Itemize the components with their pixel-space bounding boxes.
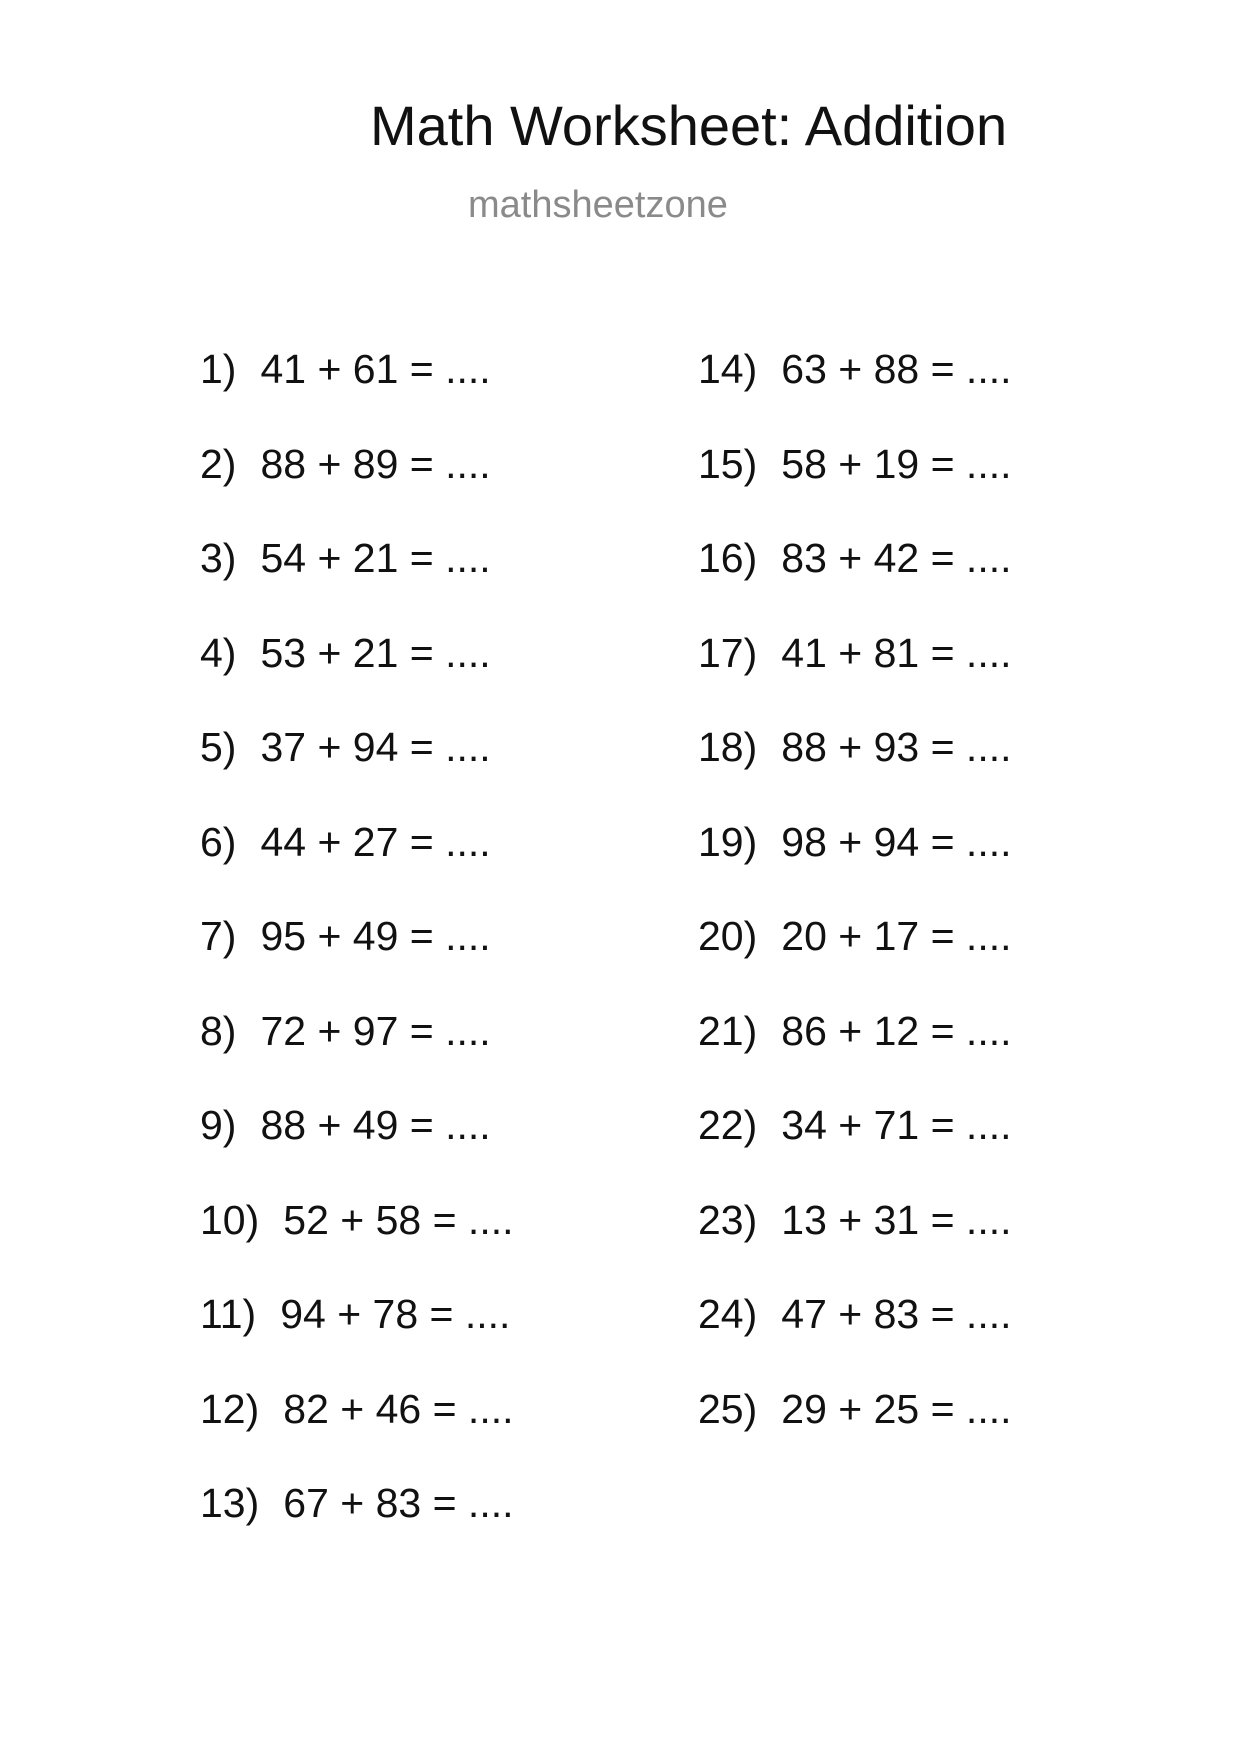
problem-expression: 88 + 89 = .... [260,440,491,487]
problem-14 [698,346,1012,444]
problem-number: 3) [200,535,237,581]
problem-number: 6) [200,818,237,865]
problem-expression: 83 + 42 = .... [781,535,1012,581]
problem-expression: 58 + 19 = .... [781,440,1012,487]
problem-number: 12) [200,1385,260,1432]
problem-number: 10) [200,1196,260,1243]
problem-9 [200,1102,514,1200]
problem-expression: 52 + 58 = .... [283,1196,514,1243]
problem-number: 24) [698,1291,758,1337]
problem-3 [200,535,514,633]
problem-10 [200,1196,514,1295]
problem-25 [698,1385,1012,1484]
problems-right-column [698,346,1012,1483]
problem-expression: 20 + 17 = .... [781,913,1012,959]
problem-number: 25) [698,1385,758,1432]
problem-expression: 54 + 21 = .... [260,535,491,581]
problem-24 [698,1291,1012,1389]
problem-expression: 53 + 21 = .... [260,629,491,676]
problem-21 [698,1007,1012,1106]
worksheet-source: mathsheetzone [468,184,728,226]
problem-expression: 37 + 94 = .... [260,724,491,770]
problem-number: 21) [698,1007,758,1054]
problem-number: 4) [200,629,237,676]
problem-expression: 88 + 93 = .... [781,724,1012,770]
problem-number: 15) [698,440,758,487]
problem-number: 22) [698,1102,758,1148]
problem-number: 5) [200,724,237,770]
problem-expression: 82 + 46 = .... [283,1385,514,1432]
problem-expression: 94 + 78 = .... [280,1291,511,1337]
problem-number: 8) [200,1007,237,1054]
problem-expression: 86 + 12 = .... [781,1007,1012,1054]
problem-12 [200,1385,514,1484]
problem-expression: 29 + 25 = .... [781,1385,1012,1432]
problem-number: 18) [698,724,758,770]
problem-expression: 72 + 97 = .... [260,1007,491,1054]
problem-number: 11) [200,1291,257,1337]
problem-number: 14) [698,346,758,392]
problem-expression: 41 + 61 = .... [260,346,491,392]
problem-number: 20) [698,913,758,959]
problem-expression: 88 + 49 = .... [260,1102,491,1148]
problem-number: 9) [200,1102,237,1148]
problem-22 [698,1102,1012,1200]
problem-expression: 13 + 31 = .... [781,1196,1012,1243]
problem-13 [200,1480,514,1578]
problem-11 [200,1291,514,1389]
problem-number: 7) [200,913,237,959]
problem-7 [200,913,514,1011]
problem-17 [698,629,1012,728]
worksheet-title: Math Worksheet: Addition [370,94,1008,157]
problem-8 [200,1007,514,1106]
problem-expression: 67 + 83 = .... [283,1480,514,1526]
problem-23 [698,1196,1012,1295]
problem-number: 16) [698,535,758,581]
problem-number: 19) [698,818,758,865]
problem-expression: 98 + 94 = .... [781,818,1012,865]
problem-number: 13) [200,1480,260,1526]
problem-number: 17) [698,629,758,676]
problem-expression: 34 + 71 = .... [781,1102,1012,1148]
problem-15 [698,440,1012,539]
problem-expression: 41 + 81 = .... [781,629,1012,676]
problem-1 [200,346,514,444]
problem-expression: 47 + 83 = .... [781,1291,1012,1337]
problem-19 [698,818,1012,917]
problem-expression: 63 + 88 = .... [781,346,1012,392]
problem-number: 23) [698,1196,758,1243]
problem-16 [698,535,1012,633]
problem-expression: 44 + 27 = .... [260,818,491,865]
problem-20 [698,913,1012,1011]
problems-left-column [200,346,514,1578]
problem-18 [698,724,1012,822]
problem-number: 2) [200,440,237,487]
problem-number: 1) [200,346,237,392]
problem-5 [200,724,514,822]
problem-2 [200,440,514,539]
problem-4 [200,629,514,728]
problem-expression: 95 + 49 = .... [260,913,491,959]
problem-6 [200,818,514,917]
